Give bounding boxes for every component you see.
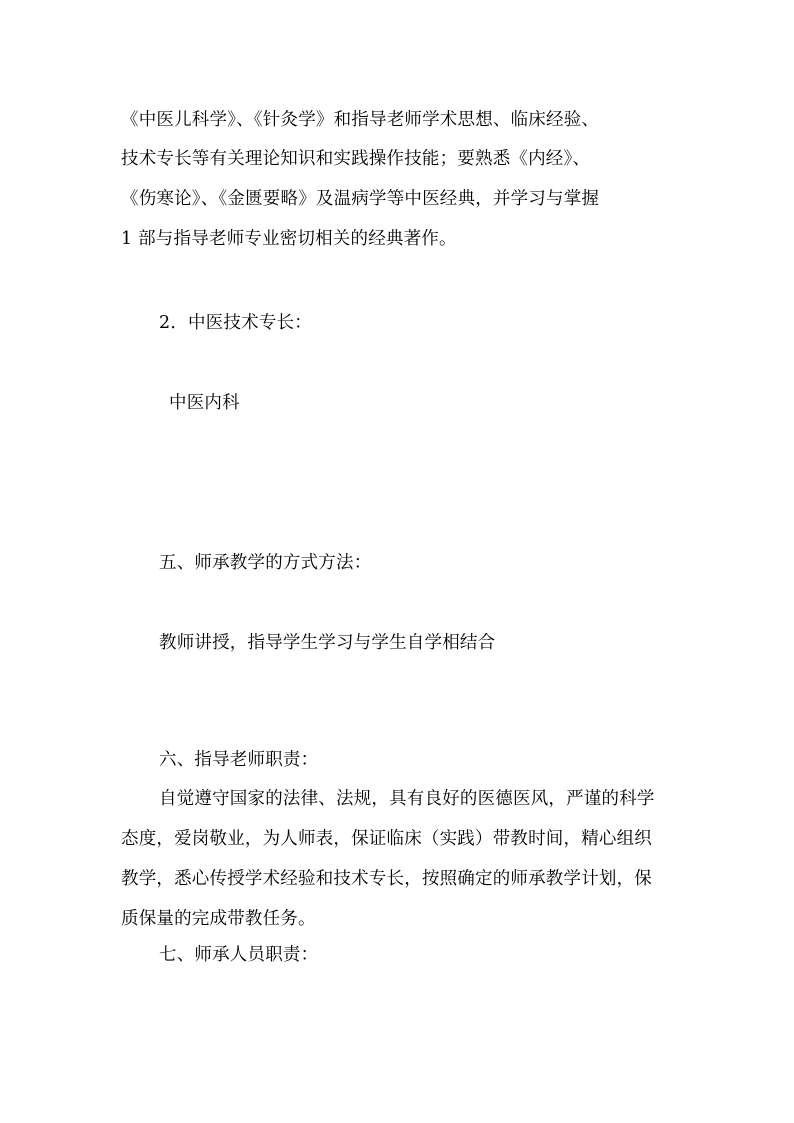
section-heading: 六、指导老师职责： [159,750,319,770]
paragraph-line: 《中医儿科学》、《针灸学》和指导老师学术思想、临床经验、 [121,110,600,130]
section-heading: 五、师承教学的方式方法： [159,553,372,573]
section-content: 中医内科 [169,393,240,413]
paragraph-line: 自觉遵守国家的法律、法规，具有良好的医德医风，严谨的科学 [159,789,655,809]
paragraph-line: 《伤寒论》、《金匮要略》及温病学等中医经典，并学习与掌握 [121,189,600,209]
section-content: 教师讲授，指导学生学习与学生自学相结合 [159,633,496,653]
paragraph-line: 教学，悉心传授学术经验和技术专长，按照确定的师承教学计划，保 [121,869,652,889]
paragraph-line: 质保量的完成带教任务。 [121,909,316,929]
paragraph-line: 态度，爱岗敬业，为人师表，保证临床（实践）带教时间，精心组织 [121,829,652,849]
paragraph-line: 技术专长等有关理论知识和实践操作技能；要熟悉《内经》、 [121,149,591,169]
section-heading: 七、师承人员职责： [159,945,319,965]
section-heading: 2．中医技术专长： [159,313,312,333]
paragraph-line: 1 部与指导老师专业密切相关的经典著作。 [121,229,457,249]
